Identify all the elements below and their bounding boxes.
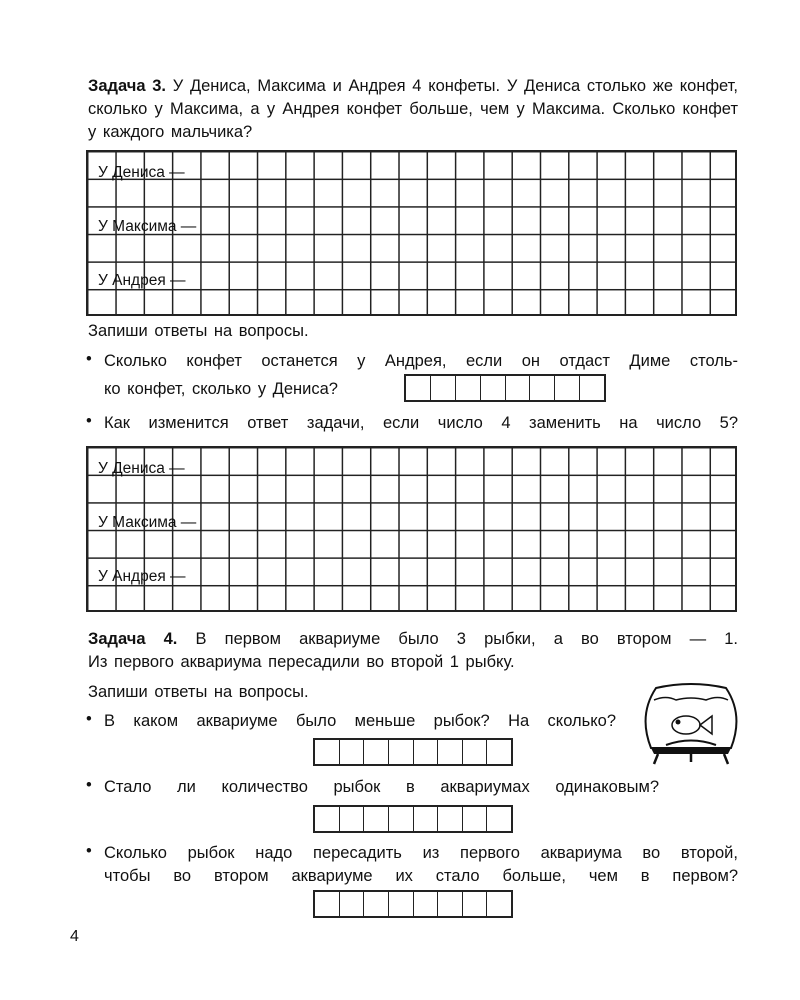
q5-line1: Сколько рыбок надо пересадить из первого аквариума во второй,	[104, 844, 738, 862]
grid-label-denis: У Дениса —	[98, 460, 185, 477]
grid-label-maksim: У Максима —	[98, 514, 197, 531]
grid-label-andrey: У Андрея —	[98, 272, 186, 289]
answer-box-q1[interactable]	[404, 374, 606, 402]
grid-label-denis: У Дениса —	[98, 164, 185, 181]
answer-box-q4[interactable]	[313, 805, 513, 833]
q1-line2: ко конфет, сколько у Дениса?	[104, 380, 338, 398]
grid-label-maksim: У Максима —	[98, 218, 197, 235]
q1-line1: Сколько конфет останется у Андрея, если он отдаст Диме столь-	[104, 352, 738, 370]
answer-box-q3[interactable]	[313, 738, 513, 766]
page-number: 4	[70, 928, 79, 945]
instruction: Запиши ответы на вопросы.	[88, 322, 309, 340]
answer-grid-1[interactable]	[86, 150, 737, 316]
task4-line2: Из первого аквариума пересадили во второй 1 рыбку.	[88, 653, 515, 671]
instruction-2: Запиши ответы на вопросы.	[88, 683, 309, 701]
task3-text	[88, 75, 738, 144]
task4-title: Задача 4.	[88, 630, 178, 648]
q5-line2: чтобы во втором аквариуме их стало больше, чем в первом?	[104, 867, 738, 885]
q3-text: В каком аквариуме было меньше рыбок? На сколько?	[104, 712, 616, 730]
fishbowl-icon	[636, 680, 746, 770]
grid-label-andrey: У Андрея —	[98, 568, 186, 585]
task3-title: Задача 3.	[88, 77, 166, 95]
answer-box-q5[interactable]	[313, 890, 513, 918]
task4-line1	[88, 628, 738, 651]
task4-text1: В первом аквариуме было 3 рыбки, а во втором — 1.	[195, 630, 738, 648]
answer-grid-2[interactable]	[86, 446, 737, 612]
q4-text: Стало ли количество рыбок в аквариумах одинаковым?	[104, 778, 659, 796]
q2-text: Как изменится ответ задачи, если число 4 заменить на число 5?	[104, 414, 738, 432]
task3-body: У Дениса, Максима и Андрея 4 конфеты. У Дениса столько же конфет, сколько у Максима, а у Андрея конфет больше, чем у Максима. Сколько конфет у каждого мальчика?	[88, 77, 738, 141]
